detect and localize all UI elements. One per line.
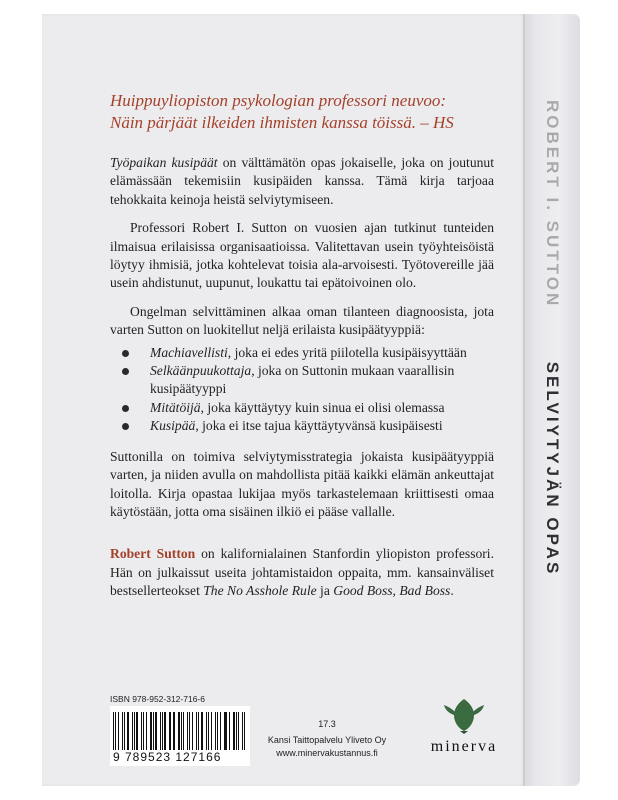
barcode-bar [170,712,171,750]
spine-text [542,100,562,576]
barcode-bar [208,712,209,750]
diagnosis-paragraph: Ongelman selvittäminen alkaa oman tilanteen diagnoosista, jota varten Sutton on luokitellut neljä erilaista kusipäätyyppiä: [110,303,494,338]
bio-end: . [450,583,454,599]
publisher-name: minerva [430,738,498,755]
spine-author: ROBERT I. SUTTON [543,100,562,309]
type-desc: , joka käyttäytyy kuin sinua ei olisi olemassa [200,399,445,415]
isbn-label: ISBN 978-952-312-716-6 [110,694,205,704]
bullet-icon [122,423,129,430]
isbn-barcode-block [110,694,250,766]
barcode-bar [164,712,165,750]
barcode-bar [238,712,239,750]
barcode-bar [189,712,190,750]
barcode-bar [217,712,218,750]
strategy-paragraph: Suttonilla on toimiva selviytymisstrategia jokaista kusipäätyyppiä varten, ja niiden avulla on mahdollista pitää kaikki elämän ankeuttajat loitolla. Kirja opastaa lukijaa myös tarkastelemaan kriittisesti omaa käytöstään, jotta oma sisäinen ilkiö ei pääse vallalle. [110,448,494,519]
barcode-bar [192,712,193,750]
barcode-bar [187,712,188,750]
barcode-bar [173,712,174,750]
barcode-bar [153,712,154,750]
barcode-bar [215,712,216,750]
publisher-website: www.minervakustannus.fi [276,748,378,758]
quote-line-1: Huippuyliopiston psykologian professori neuvoo: [110,91,447,110]
barcode-bar [132,712,133,750]
barcode-number: 9 789523 127166 [110,750,250,766]
list-item [110,417,494,435]
barcode-bar [211,712,212,750]
spine-subtitle: SELVIYTYJÄN OPAS [543,361,562,577]
barcode-bar [160,712,161,750]
barcode-bar [244,712,245,750]
barcode-bar [183,712,184,750]
type-name: Mitätöijä [150,399,201,415]
barcode-bar [115,712,116,750]
list-item [110,399,494,417]
barcode-bar [141,712,142,750]
type-desc: , joka on Suttonin mukaan vaarallisin kusipäätyyppi [150,363,455,397]
barcode-bar [198,712,199,750]
barcode-bar [169,712,170,750]
barcode-bar [224,712,225,750]
publisher-logo [428,695,500,756]
barcode-bar [155,712,156,750]
barcode-bar [206,712,207,750]
list-item [110,362,494,399]
type-list [110,344,494,436]
barcode-bar [236,712,237,750]
barcode-bar [233,712,234,750]
type-name: Selkäänpuukottaja [150,363,252,379]
barcode-bar [146,712,147,750]
barcode-bar [178,712,180,750]
barcode-bar [225,712,227,750]
barcode-bar [196,712,197,750]
type-name: Machiavellisti [150,344,228,360]
barcode-bar [136,712,137,750]
barcode-bar [134,712,135,750]
barcode-bar [201,712,203,750]
bio-mid: ja [316,583,334,599]
barcode [110,706,250,750]
bullet-icon [122,368,129,375]
bullet-icon [122,405,129,412]
intro-paragraph [110,154,494,209]
barcode-bar [113,712,114,750]
barcode-bar [162,712,163,750]
intro-text: on välttämätön opas jokaiselle, joka on joutunut elämässään tekemisiin kusipäiden kanssa. Tämä kirja tarjoaa tehokkaita keinoja heistä selviytymiseen. [110,155,494,207]
book-title: Työpaikan kusipäät [110,155,218,170]
barcode-bar [122,712,123,750]
bio-book-1: The No Asshole Rule [203,583,317,599]
publication-info [252,718,402,760]
back-cover-text [110,90,494,611]
quote-line-2: Näin pärjäät ilkeiden ihmisten kanssa töissä. – HS [110,113,454,132]
review-quote [110,90,494,134]
type-name: Kusipää [150,418,196,434]
author-research-paragraph: Professori Robert I. Sutton on vuosien ajan tutkinut tunteiden ilmaisua erilaisissa organisaatioissa. Valitettavan usein työyhteisöistä löytyy ihmisiä, jotka kohtelevat toisia ala-arvoisesti. Työtovereille jää usein ahdistunut, uupunut, loukattu tai epätoivoinen olo. [110,220,494,291]
bio-text: on kalifornialainen Stanfordin yliopiston professori. Hän on julkaissut useita johtamistaidon oppaita, mm. kansainväliset bestsellerteokset [110,546,494,599]
barcode-bar [150,712,152,750]
class-code: 17.3 [318,719,336,729]
author-bio [110,545,494,600]
barcode-bar [118,712,119,750]
list-item [110,344,494,362]
barcode-bar [127,712,129,750]
barcode-bar [229,712,230,750]
barcode-bar [220,712,221,750]
barcode-bar [242,712,243,750]
barcode-bar [124,712,125,750]
type-desc: , joka ei edes yritä piilotella kusipäisyyttään [227,344,467,360]
bio-book-2: Good Boss, Bad Boss [333,583,451,599]
barcode-bar [143,712,144,750]
cover-credit: Kansi Taittopalvelu Yliveto Oy [267,735,387,745]
bullet-icon [122,350,129,357]
owl-icon [442,695,486,735]
author-name: Robert Sutton [110,546,196,562]
type-desc: , joka ei itse tajua käyttäytyvänsä kusipäisesti [195,418,443,434]
barcode-bar [181,712,182,750]
